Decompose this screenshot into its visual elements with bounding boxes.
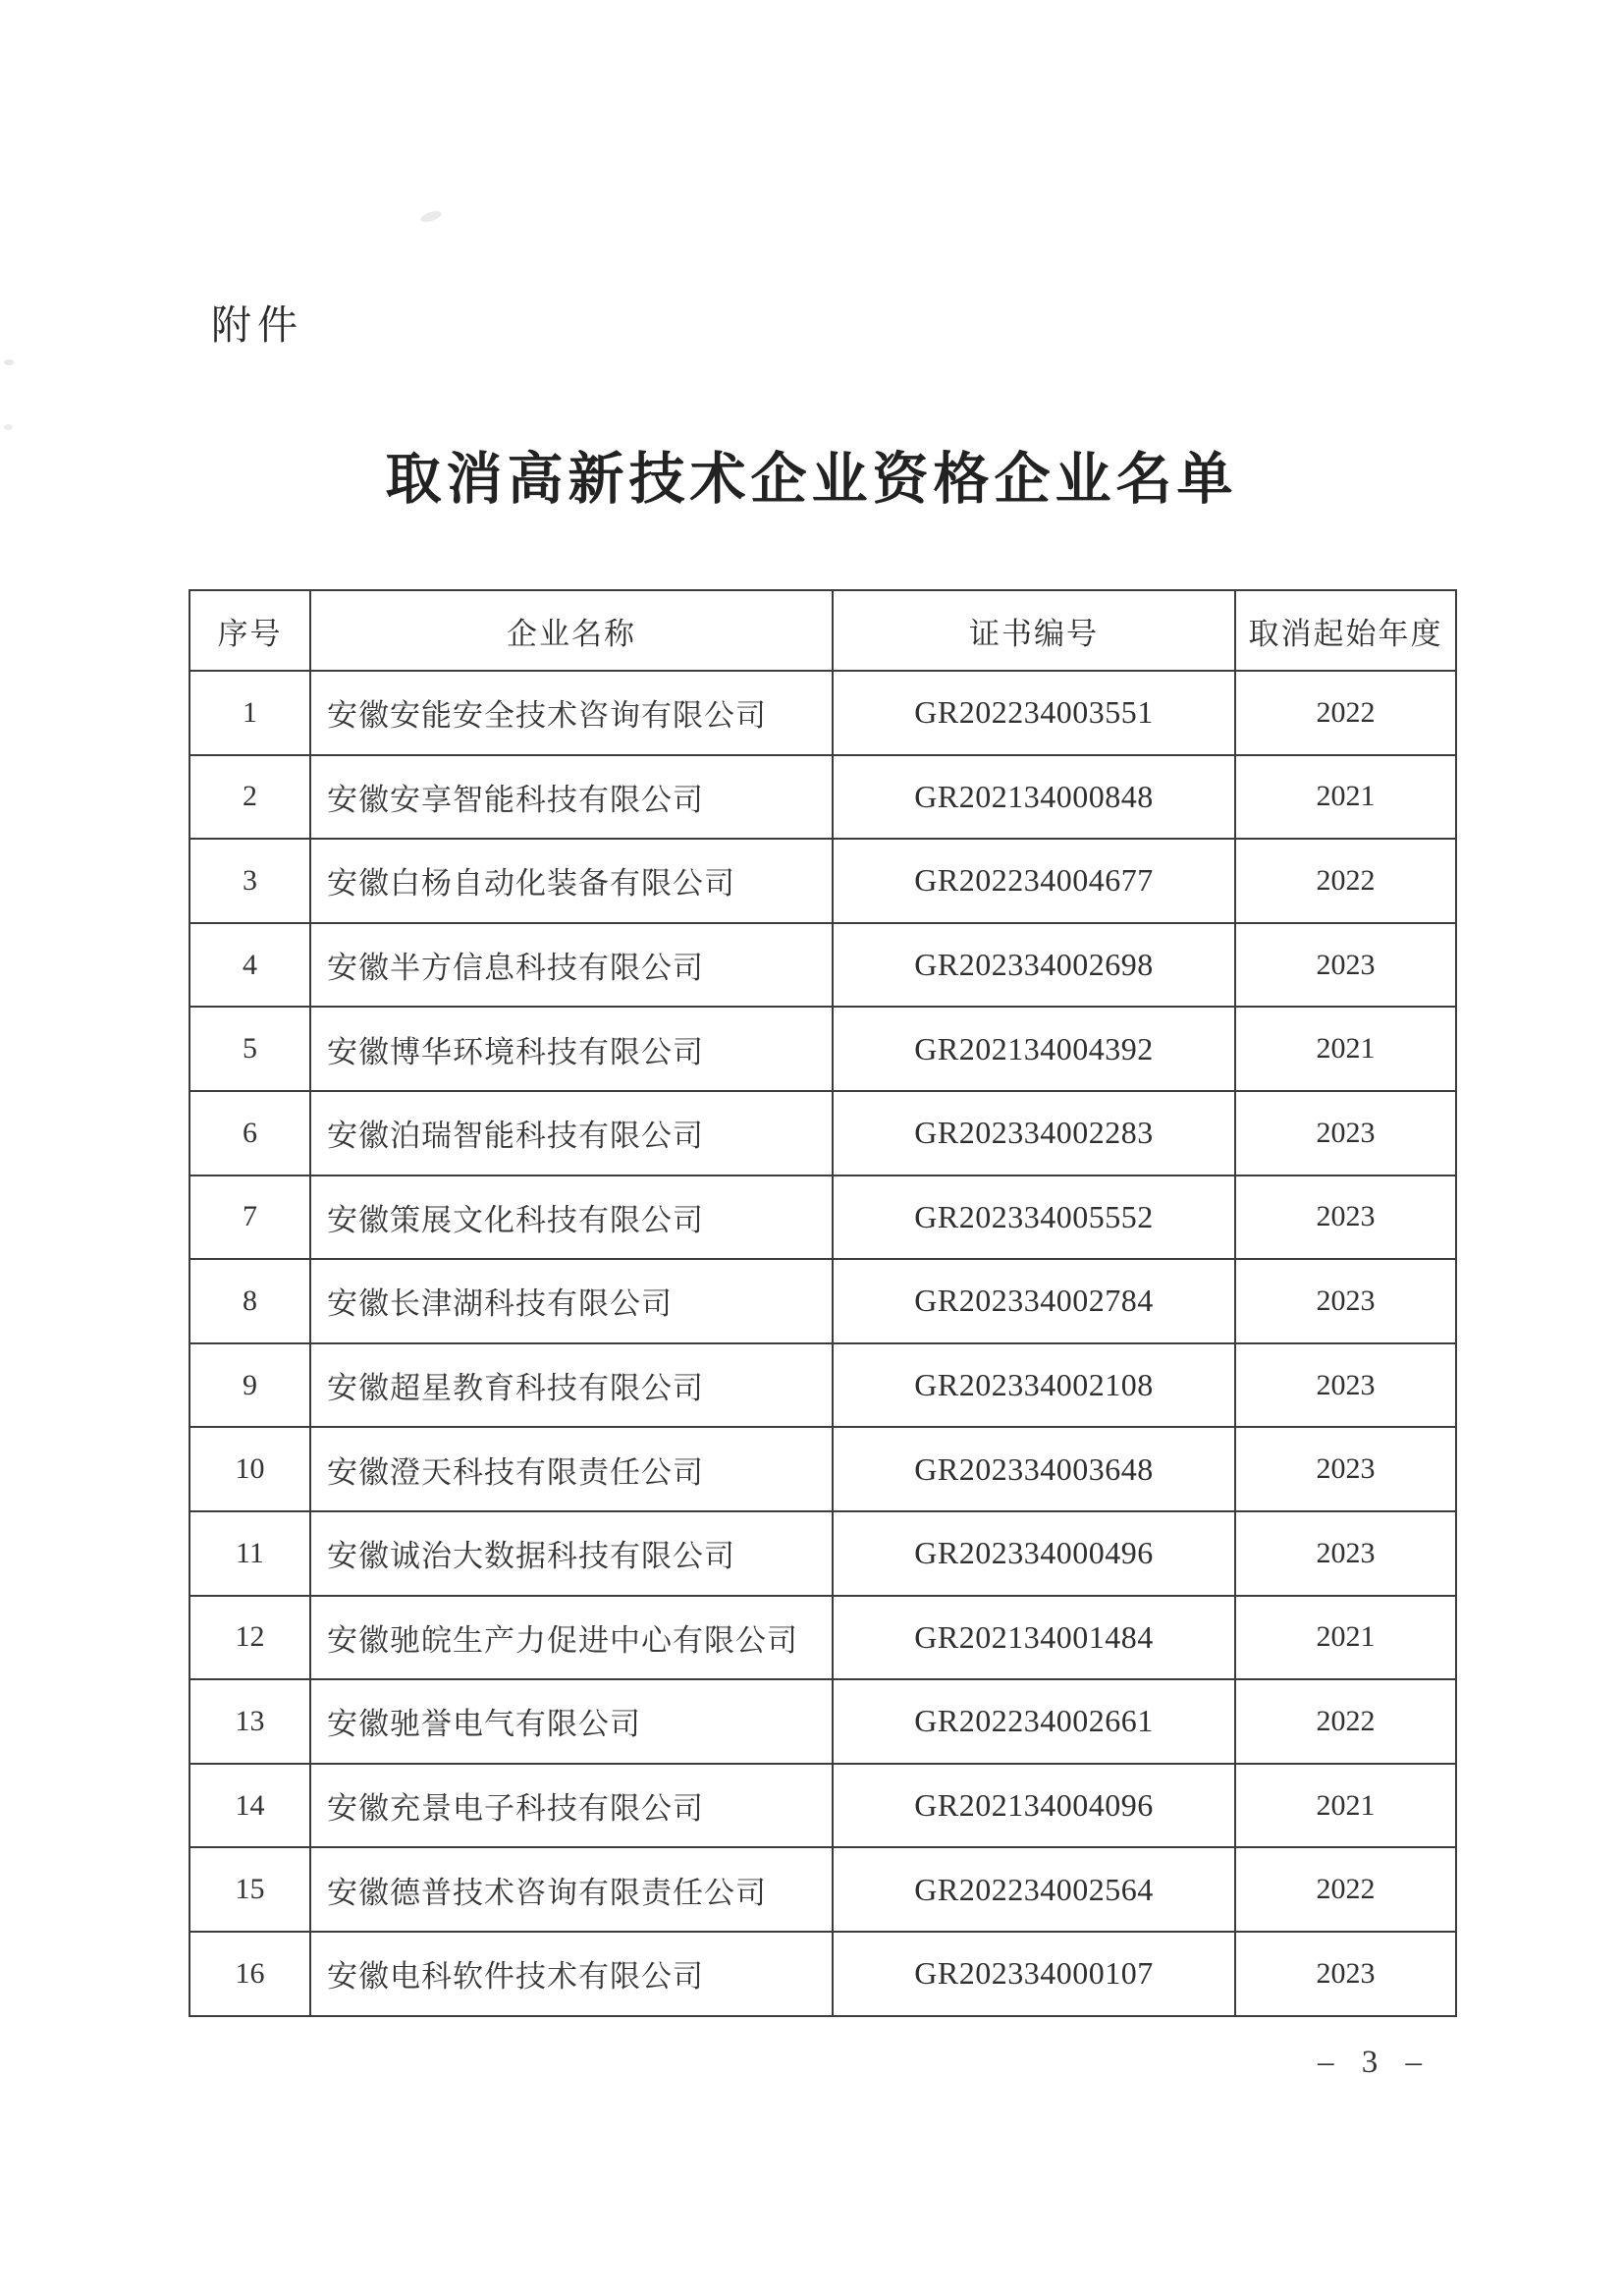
company-name-cell: 安徽驰皖生产力促进中心有限公司 — [310, 1596, 833, 1680]
company-name-cell: 安徽德普技术咨询有限责任公司 — [310, 1847, 833, 1932]
page-number: – 3 – — [1318, 2045, 1432, 2080]
table-row — [189, 1932, 1456, 2016]
year-cell: 2023 — [1235, 1259, 1456, 1343]
row-index-cell: 12 — [189, 1596, 310, 1680]
row-index-cell: 13 — [189, 1679, 310, 1764]
company-name-cell: 安徽安享智能科技有限公司 — [310, 755, 833, 840]
cert-number-cell: GR202234004677 — [833, 839, 1235, 923]
table-row — [189, 755, 1456, 840]
scan-artifact — [4, 359, 14, 365]
year-cell: 2022 — [1235, 1847, 1456, 1932]
cert-number-cell: GR202234002564 — [833, 1847, 1235, 1932]
company-name-cell: 安徽诚治大数据科技有限公司 — [310, 1511, 833, 1596]
row-index-cell: 10 — [189, 1427, 310, 1511]
company-name-cell: 安徽半方信息科技有限公司 — [310, 923, 833, 1008]
row-index-cell: 6 — [189, 1091, 310, 1175]
row-index-cell: 4 — [189, 923, 310, 1008]
year-cell: 2022 — [1235, 839, 1456, 923]
header-cell-year: 取消起始年度 — [1235, 590, 1456, 671]
attachment-label: 附件 — [211, 302, 303, 348]
year-cell: 2021 — [1235, 755, 1456, 840]
cert-number-cell: GR202334003648 — [833, 1427, 1235, 1511]
table-row — [189, 1259, 1456, 1343]
cert-number-cell: GR202334002784 — [833, 1259, 1235, 1343]
cert-number-cell: GR202334000107 — [833, 1932, 1235, 2016]
table-row — [189, 1596, 1456, 1680]
header-cell-company: 企业名称 — [310, 590, 833, 671]
row-index-cell: 7 — [189, 1175, 310, 1260]
company-name-cell: 安徽博华环境科技有限公司 — [310, 1007, 833, 1091]
cert-number-cell: GR202334002698 — [833, 923, 1235, 1008]
row-index-cell: 9 — [189, 1343, 310, 1428]
table-row — [189, 839, 1456, 923]
row-index-cell: 5 — [189, 1007, 310, 1091]
cert-number-cell: GR202234003551 — [833, 671, 1235, 755]
cert-number-cell: GR202334005552 — [833, 1175, 1235, 1260]
company-name-cell: 安徽策展文化科技有限公司 — [310, 1175, 833, 1260]
table-row — [189, 1427, 1456, 1511]
year-cell: 2021 — [1235, 1007, 1456, 1091]
cert-number-cell: GR202334002108 — [833, 1343, 1235, 1428]
year-cell: 2023 — [1235, 1343, 1456, 1428]
row-index-cell: 1 — [189, 671, 310, 755]
row-index-cell: 15 — [189, 1847, 310, 1932]
cert-number-cell: GR202234002661 — [833, 1679, 1235, 1764]
year-cell: 2023 — [1235, 923, 1456, 1008]
company-table-body — [189, 671, 1456, 2016]
scan-artifact — [419, 209, 443, 224]
year-cell: 2021 — [1235, 1764, 1456, 1848]
row-index-cell: 14 — [189, 1764, 310, 1848]
year-cell: 2023 — [1235, 1511, 1456, 1596]
company-name-cell: 安徽驰誉电气有限公司 — [310, 1679, 833, 1764]
table-row — [189, 1679, 1456, 1764]
header-cell-index: 序号 — [189, 590, 310, 671]
table-row — [189, 1007, 1456, 1091]
company-name-cell: 安徽长津湖科技有限公司 — [310, 1259, 833, 1343]
row-index-cell: 11 — [189, 1511, 310, 1596]
company-name-cell: 安徽超星教育科技有限公司 — [310, 1343, 833, 1428]
year-cell: 2022 — [1235, 1679, 1456, 1764]
company-name-cell: 安徽电科软件技术有限公司 — [310, 1932, 833, 2016]
scan-artifact — [4, 424, 13, 430]
table-row — [189, 1091, 1456, 1175]
header-row — [189, 590, 1456, 671]
table-row — [189, 1764, 1456, 1848]
table-row — [189, 671, 1456, 755]
year-cell: 2023 — [1235, 1427, 1456, 1511]
cert-number-cell: GR202134001484 — [833, 1596, 1235, 1680]
table-row — [189, 1511, 1456, 1596]
cert-number-cell: GR202134000848 — [833, 755, 1235, 840]
year-cell: 2021 — [1235, 1596, 1456, 1680]
table-row — [189, 1175, 1456, 1260]
cert-number-cell: GR202134004096 — [833, 1764, 1235, 1848]
row-index-cell: 3 — [189, 839, 310, 923]
company-name-cell: 安徽白杨自动化装备有限公司 — [310, 839, 833, 923]
company-name-cell: 安徽安能安全技术咨询有限公司 — [310, 671, 833, 755]
company-table — [189, 589, 1457, 2017]
year-cell: 2023 — [1235, 1932, 1456, 2016]
table-row — [189, 923, 1456, 1008]
row-index-cell: 16 — [189, 1932, 310, 2016]
year-cell: 2023 — [1235, 1175, 1456, 1260]
year-cell: 2022 — [1235, 671, 1456, 755]
row-index-cell: 2 — [189, 755, 310, 840]
table-row — [189, 1847, 1456, 1932]
year-cell: 2023 — [1235, 1091, 1456, 1175]
table-row — [189, 1343, 1456, 1428]
row-index-cell: 8 — [189, 1259, 310, 1343]
page-title: 取消高新技术企业资格企业名单 — [385, 449, 1238, 511]
cert-number-cell: GR202134004392 — [833, 1007, 1235, 1091]
company-name-cell: 安徽充景电子科技有限公司 — [310, 1764, 833, 1848]
header-cell-cert: 证书编号 — [833, 590, 1235, 671]
company-name-cell: 安徽泊瑞智能科技有限公司 — [310, 1091, 833, 1175]
cert-number-cell: GR202334000496 — [833, 1511, 1235, 1596]
company-name-cell: 安徽澄天科技有限责任公司 — [310, 1427, 833, 1511]
company-table-header — [189, 590, 1456, 671]
cert-number-cell: GR202334002283 — [833, 1091, 1235, 1175]
